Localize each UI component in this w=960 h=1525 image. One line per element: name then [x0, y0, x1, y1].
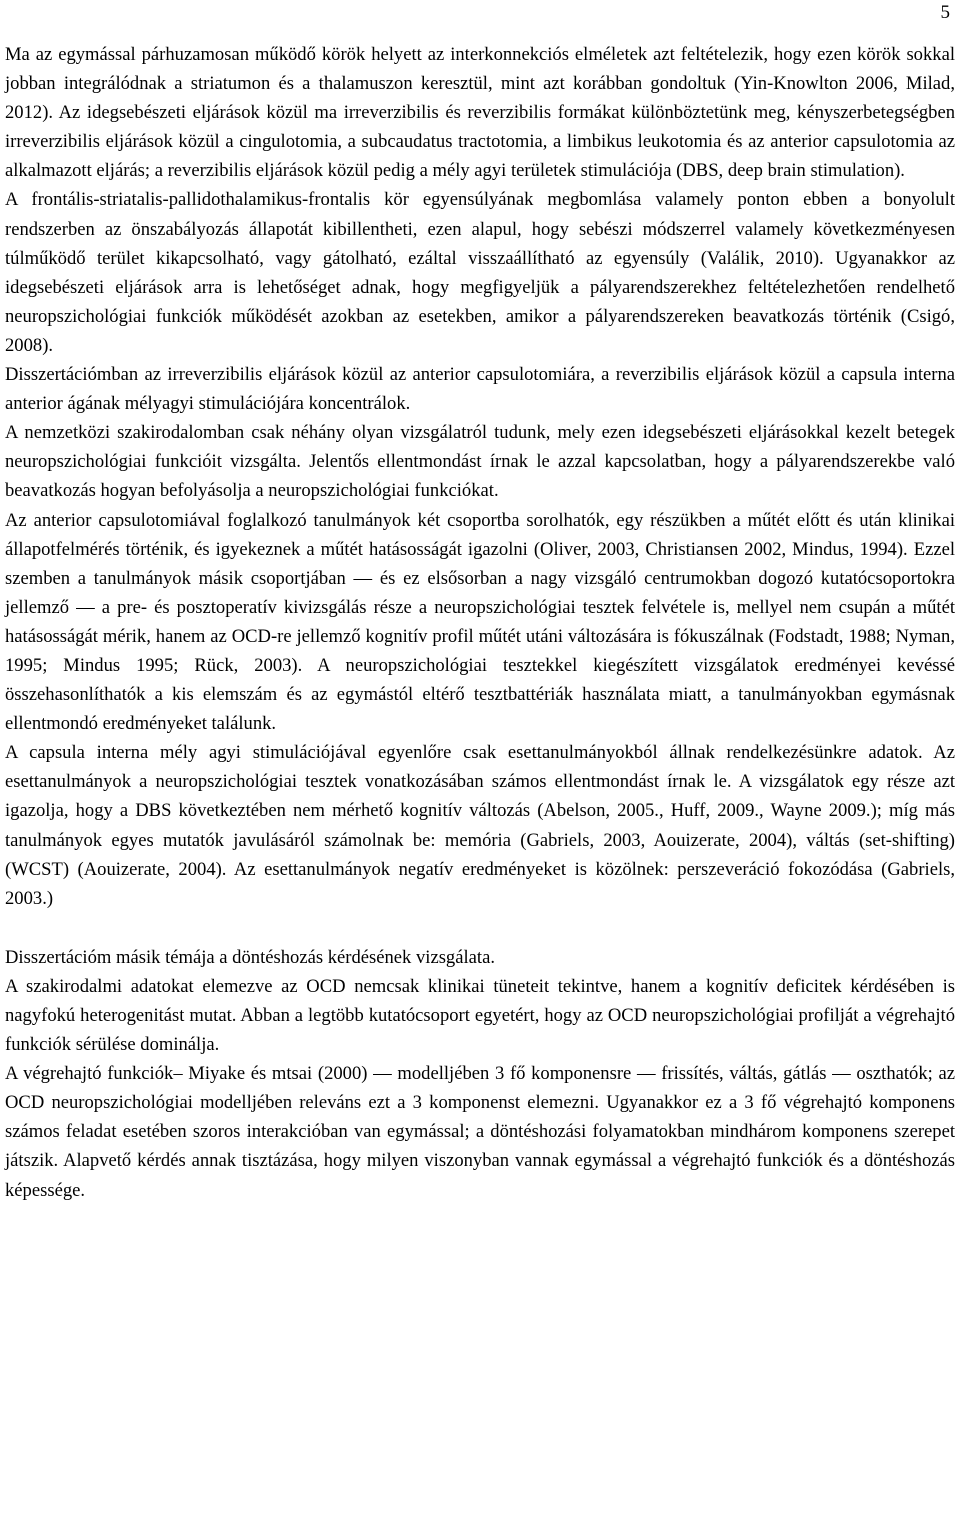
paragraph-capsulotomy-studies: Az anterior capsulotomiával foglalkozó tanulmányok két csoportba sorolhatók, egy részükben a műtét előtt és után klinikai állapotfelmérés történik, és igyekeznek a műtét hatásosságát igazolni (Oliver, 2003, Christiansen 2002, Mindus, 1994). Ezzel szemben a tanulmányok másik csoportjában — és ez elsősorban a nagy vizsgáló centrumokban dogozó kutatócsoportokra jellemző — a pre- és posztoperatív kivizsgálás része a neuropszichológiai tesztek felvétele is, mellyel nem csupán a műtét hatásosságát mérik, hanem az OCD-re jellemző kognitív profil műtét utáni változására is fókuszálnak (Fodstadt, 1988; Nyman, 1995; Mindus 1995; Rück, 2003). A neuropszichológiai tesztekkel kiegészített vizsgálatok eredményei kevéssé összehasonlíthatók a kis elemszám és az egymástól eltérő tesztbattériák használata miatt, a tanulmányokban egymásnak ellentmondó eredményeket találunk. — [5, 509, 955, 735]
body-text — [5, 40, 955, 1205]
paragraph-gap — [5, 913, 955, 943]
paragraph-balance: A frontális-striatalis-pallidothalamikus-frontalis kör egyensúlyának megbomlása valamely ponton ebben a bonyolult rendszerben az önszabályozás állapotát kibillentheti, ezen alapul, hogy sebészi módszerrel valamely következményesen túlműködő terület kikapcsolható, vagy gátolható, ezáltal visszaállítható az egyensúly (Valálik, 2010). Ugyanakkor az idegsebészeti eljárások arra is lehetőséget adnak, hogy megfigyeljük a pályarendszerekhez feltételezhetően rendelhető neuropszichológiai funkciók működését azokban az esetekben, amikor a pályarendszereken beavatkozás történik (Csigó, 2008). — [5, 189, 955, 356]
paragraph-executive-functions: A végrehajtó funkciók– Miyake és mtsai (2000) — modelljében 3 fő komponensre — frissítés, váltás, gátlás — oszthatók; az OCD neuropszichológiai modelljében releváns ezt a 3 komponenst elemezni. Ugyanakkor ez a 3 fő végrehajtó komponens számos feladat esetében szoros interakcióban van egymással; a döntéshozási folyamatokban mindhárom komponens szerepet játszik. Alapvető kérdés annak tisztázása, hogy milyen viszonyban vannak egymással a végrehajtó funkciók és a döntéshozás képessége. — [5, 1063, 955, 1201]
paragraph-dbs-studies: A capsula interna mély agyi stimulációjával egyenlőre csak esettanulmányokból állnak rendelkezésünkre adatok. Az esettanulmányok a neuropszichológiai tesztek vonatkozásában számos ellentmondást írnak le. A vizsgálatok egy része azt igazolja, hogy a DBS következtében nem mérhető kognitív változás (Abelson, 2005., Huff, 2009., Wayne 2009.); míg más tanulmányok egyes mutatók javulásáról számolnak be: memória (Gabriels, 2003, Aouizerate, 2004), váltás (set-shifting) (WCST) (Aouizerate, 2004). Az esettanulmányok negatív eredményeket is közölnek: perszeveráció fokozódása (Gabriels, 2003.) — [5, 742, 955, 909]
paragraph-dissertation-focus: Disszertációmban az irreverzibilis eljárások közül az anterior capsulotomiára, a reverzibilis eljárások közül a capsula interna anterior ágának mélyagyi stimulációjára koncentrálok. — [5, 364, 955, 415]
paragraph-decision-topic: Disszertációm másik témája a döntéshozás kérdésének vizsgálata. — [5, 946, 495, 968]
paragraph-circuits: Ma az egymással párhuzamosan működő körök helyett az interkonnekciós elméletek azt feltételezik, hogy ezen körök sokkal jobban integrálódnak a striatumon és a thalamuszon keresztül, mint azt korábban gondoltuk (Yin-Knowlton 2006, Milad, 2012). Az idegsebészeti eljárások közül ma irreverzibilis és reverzibilis formákat különböztetünk meg, kényszerbetegségben irreverzibilis eljárások közül a cingulotomia, a subcaudatus tractotomia, a limbikus leukotomia és az anterior capsulotomia az alkalmazott eljárás; a reverzibilis eljárások közül pedig a mély agyi területek stimulációja (DBS, deep brain stimulation). — [5, 44, 955, 182]
page-number: 5 — [940, 2, 950, 23]
paragraph-cognitive-deficits: A szakirodalmi adatokat elemezve az OCD nemcsak klinikai tüneteit tekintve, hanem a kognitív deficitek kérdésében is nagyfokú heterogenitást mutat. Abban a legtöbb kutatócsoport egyetért, hogy az OCD neuropszichológiai profilját a végrehajtó funkciók sérülése dominálja. — [5, 975, 955, 1056]
paragraph-literature: A nemzetközi szakirodalomban csak néhány olyan vizsgálatról tudunk, mely ezen idegsebészeti eljárásokkal kezelt betegek neuropszichológiai funkcióit vizsgálta. Jelentős ellentmondást írnak le azzal kapcsolatban, hogy a pályarendszerekbe való beavatkozás hogyan befolyásolja a neuropszichológiai funkciókat. — [5, 422, 955, 502]
